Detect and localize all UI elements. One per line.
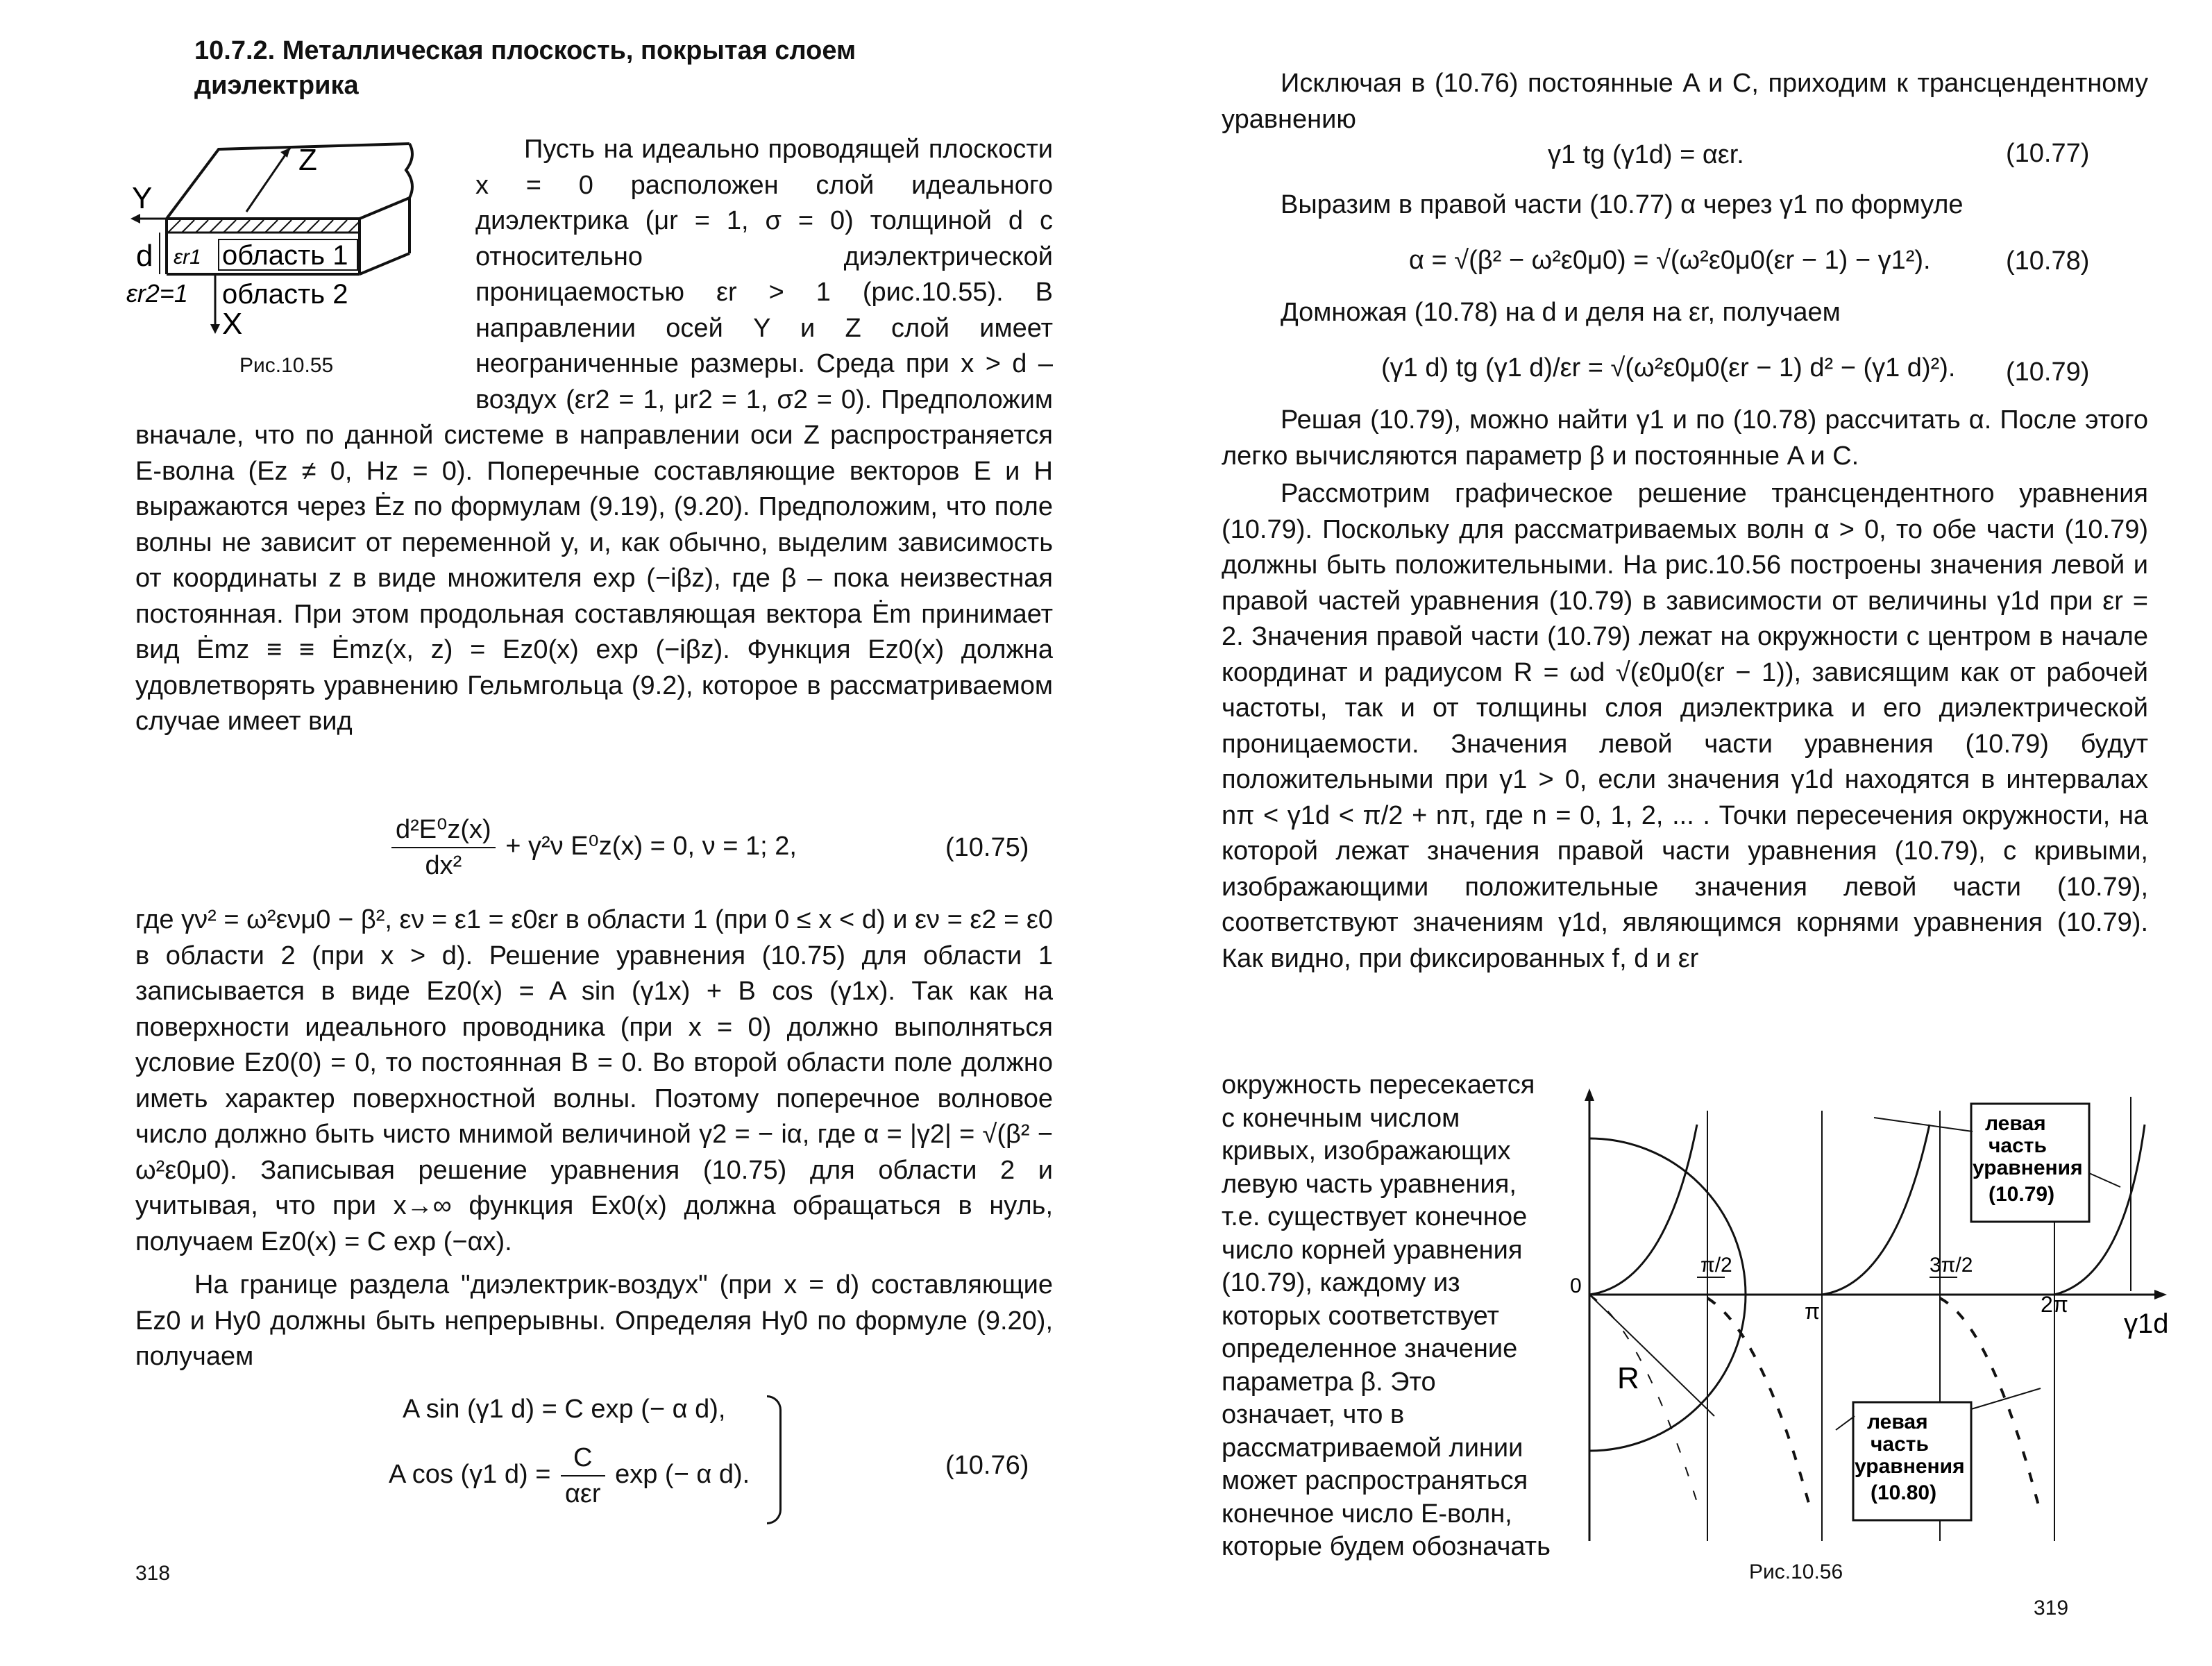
paragraph-solving-text: Решая (10.79), можно найти γ1 и по (10.78) рассчитать α. После этого легко вычисляются параметр β и постоянные A и C. bbox=[1222, 405, 2148, 471]
paragraph-boundary-text: На границе раздела "диэлектрик-воздух" (при x = d) составляющие Ez0 и Hy0 должны быть непрерывны. Определяя Hy0 по формуле (9.20), получаем bbox=[135, 1270, 1053, 1371]
box-top-line2: часть bbox=[1989, 1134, 2047, 1157]
paragraph-multiply bbox=[1222, 295, 2148, 331]
paragraph-exclude bbox=[1222, 66, 2148, 137]
paragraph-solving bbox=[1222, 403, 2148, 474]
box-top-line3: уравнения bbox=[1973, 1156, 2083, 1179]
region2-label: область 2 bbox=[222, 279, 348, 310]
origin-label: 0 bbox=[1570, 1274, 1582, 1297]
page-number-right: 319 bbox=[2034, 1597, 2069, 1619]
figure-10-55-caption: Рис.10.55 bbox=[239, 354, 334, 377]
equation-10-78: α = √(β² − ω²ε0μ0) = √(ω²ε0μ0(εr − 1) − γ1²). bbox=[1409, 246, 1931, 275]
paragraph-express bbox=[1222, 187, 2148, 224]
equation-10-76-line2 bbox=[389, 1440, 750, 1511]
paragraph-graphical-text: Рассмотрим графическое решение трансцендентного уравнения (10.79). Поскольку для рассматриваемых волн α > 0, то обе части (10.79) должны быть положительными. На рис.10.56 построены значения левой и правой частей уравнения (10.79) в зависимости от величины γ1d при εr = 2. Значения правой части (10.79) лежат на окружности с центром в начале координат и радиусом R = ωd √(ε0μ0(εr − 1)), зависящим как от рабочей частоты, так и от толщины слоя диэлектрика и его диэлектрической проницаемости. Значения левой части уравнения (10.79) будут положительными при γ1 > 0, если значения γ1d находятся в интервалах nπ < γ1d < π/2 + nπ, где n = 0, 1, 2, ... . Точки пересечения окружности, на которой лежат значения правой части уравнения (10.79), с кривыми, изображающими положительные значения левой части (10.79), соответствуют значениям γ1d, являющимся корнями уравнения (10.79). Как видно, при фиксированных f, d и εr bbox=[1222, 479, 2148, 973]
box-bottom-line4: (10.80) bbox=[1871, 1481, 1937, 1504]
paragraph-solution-text: где γν² = ω²ενμ0 − β², εν = ε1 = ε0εr в области 1 (при 0 ≤ x < d) и εν = ε2 = ε0 в области 2 (при x > d). Решение уравнения (10.75) для области 1 записывается в виде Ez0(x) = A sin (γ1x) + B cos (γ1x). Так как на поверхности идеального проводника (при x = 0) должно выполняться условие Ez0(0) = 0, то постоянная B = 0. Во второй области поле должно иметь характер поверхностной волны. Поэтому поперечное волновое число должно быть чисто мнимой величиной γ2 = − iα, где α = |γ2| = √(β² − ω²ε0μ0). Записывая решение уравнения (10.75) для области 2 и учитывая, что при x→∞ функция Ex0(x) должна обращаться в нуль, получаем Ez0(x) = C exp (−αx). bbox=[135, 905, 1053, 1256]
region1-eps: εr1 bbox=[174, 246, 201, 269]
box-bottom-line3: уравнения bbox=[1855, 1455, 1965, 1478]
paragraph-circle bbox=[1222, 1069, 1555, 1564]
paragraph-exclude-text: Исключая в (10.76) постоянные A и C, приходим к трансцендентному уравнению bbox=[1222, 69, 2148, 134]
left-page bbox=[0, 0, 1104, 1666]
equation-10-76-brace bbox=[767, 1395, 782, 1524]
page-number-left: 318 bbox=[135, 1562, 171, 1585]
paragraph-graphical bbox=[1222, 476, 2148, 977]
equation-10-76-line1: A sin (γ1 d) = C exp (− α d), bbox=[403, 1395, 726, 1424]
thickness-label: d bbox=[136, 239, 153, 273]
equation-10-75 bbox=[389, 812, 797, 883]
axis-y-label: Y bbox=[132, 181, 153, 215]
tick-pi: π bbox=[1805, 1299, 1821, 1324]
paragraph-intro bbox=[135, 132, 1053, 740]
eq75-rest: + γ²ν E⁰z(x) = 0, ν = 1; 2, bbox=[505, 832, 797, 861]
region1-label: область 1 bbox=[222, 240, 348, 271]
box-top-line4: (10.79) bbox=[1989, 1183, 2055, 1206]
box-bottom-line1: левая bbox=[1867, 1411, 1928, 1433]
equation-10-79: (γ1 d) tg (γ1 d)/εr = √(ω²ε0μ0(εr − 1) d² − (γ1 d)²). bbox=[1381, 353, 1956, 382]
paragraph-multiply-text: Домножая (10.78) на d и деля на εr, получаем bbox=[1281, 298, 1841, 327]
figure-10-56 bbox=[1562, 1083, 2186, 1555]
box-bottom-line2: часть bbox=[1871, 1433, 1929, 1456]
equation-10-75-number: (10.75) bbox=[945, 833, 1029, 862]
tick-3pi-half: 3π/2 bbox=[1930, 1254, 1973, 1277]
eq76-fraction: $\frac{C}{\text{αεr}}$ bbox=[561, 1440, 605, 1511]
axis-x-label: X bbox=[222, 307, 243, 341]
section-heading: 10.7.2. Металлическая плоскость, покрытая слоем диэлектрика bbox=[194, 36, 856, 100]
paragraph-express-text: Выразим в правой части (10.77) α через γ1 по формуле bbox=[1281, 190, 1964, 219]
right-page bbox=[1104, 0, 2212, 1666]
figure-10-56-caption: Рис.10.56 bbox=[1749, 1560, 1843, 1583]
equation-10-77: γ1 tg (γ1d) = αεr. bbox=[1548, 140, 1744, 169]
paragraph-solution bbox=[135, 902, 1053, 1260]
paragraph-circle-text: окружность пересекается с конечным числом кривых, изображающих левую часть уравнения, т.е. существует конечное число корней уравнения (10.79), каждому из которых соответствует определенное значение параметра β. Это означает, что в рассматриваемой линии может распространяться конечное число E-волн, которые будем обозначать bbox=[1222, 1070, 1551, 1561]
axis-z-label: Z bbox=[298, 143, 317, 177]
equation-10-78-number: (10.78) bbox=[2006, 246, 2090, 276]
box-top-line1: левая bbox=[1985, 1112, 2046, 1135]
tick-2pi: 2π bbox=[2041, 1292, 2068, 1317]
equation-10-79-number: (10.79) bbox=[2006, 357, 2090, 387]
equation-10-76-number: (10.76) bbox=[945, 1451, 1029, 1480]
eq76-rhs: exp (− α d). bbox=[615, 1460, 750, 1490]
eq75-fraction: $\frac{\text{d²E⁰z(x)}}{\text{dx²}}$ bbox=[391, 812, 496, 883]
x-axis-label: γ1d bbox=[2124, 1309, 2169, 1339]
equation-10-77-number: (10.77) bbox=[2006, 139, 2090, 168]
paragraph-intro-text: Пусть на идеально проводящей плоскости x = 0 расположен слой идеального диэлектрика (μr = 1, σ = 0) толщиной d с относительно диэлектрической проницаемостью εr > 1 (рис.10.55). В направлении осей Y и Z слой имеет неограниченные размеры. Среда при x > d – воздух (εr2 = 1, μr2 = 1, σ2 = 0). Предположим вначале, что по данной системе в направлении оси Z распространяется E-волна (Ez ≠ 0, Hz = 0). Поперечные составляющие векторов E и H выражаются через Ėz по формулам (9.19), (9.20). Предположим, что поле волны не зависит от переменной y, и, как обычно, выделим зависимость от координаты z в виде множителя exp (−iβz), где β – пока неизвестная постоянная. При этом продольная составляющая вектора Ėm принимает вид Ėmz ≡ ≡ Ėmz(x, z) = Ez0(x) exp (−iβz). Функция Ez0(x) должна удовлетворять уравнению Гельмгольца (9.2), которое в рассматриваемом случае имеет вид bbox=[135, 135, 1053, 736]
eq76-lhs: A cos (γ1 d) = bbox=[389, 1460, 551, 1490]
tick-pi-half: π/2 bbox=[1700, 1254, 1732, 1277]
paragraph-boundary bbox=[135, 1268, 1053, 1375]
radius-label: R bbox=[1617, 1361, 1639, 1395]
region2-eps: εr2=1 bbox=[126, 279, 188, 308]
